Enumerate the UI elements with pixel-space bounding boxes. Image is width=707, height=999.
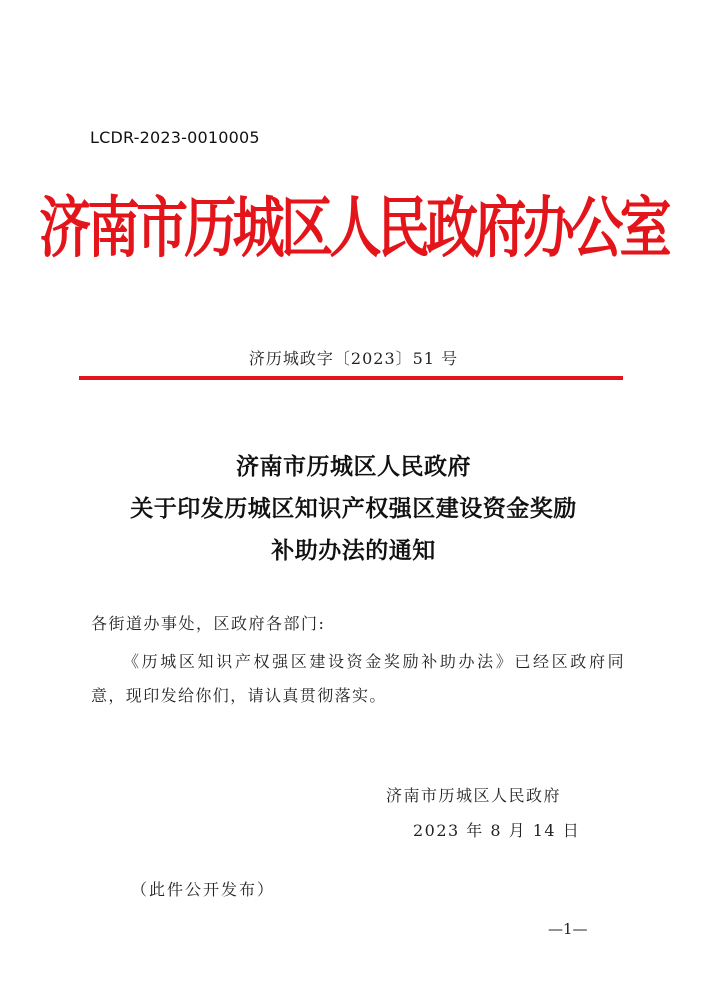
page-number: —1— <box>548 920 588 938</box>
salutation: 各街道办事处，区政府各部门: <box>91 614 326 633</box>
issue-date: 2023 年 8 月 14 日 <box>413 821 581 840</box>
document-code: LCDR-2023-0010005 <box>90 128 260 147</box>
title-line: 关于印发历城区知识产权强区建设资金奖励 <box>130 495 577 522</box>
body-paragraph: 《历城区知识产权强区建设资金奖励补助办法》已经区政府同意，现印发给你们，请认真贯彻落实。 <box>91 652 625 705</box>
title-line: 济南市历城区人民政府 <box>236 453 471 480</box>
red-divider-line <box>79 376 623 380</box>
document-title <box>0 446 707 572</box>
issuer-header: 济南市历城区人民政府办公室 <box>39 189 668 267</box>
signature-organization: 济南市历城区人民政府 <box>386 786 562 805</box>
title-line: 补助办法的通知 <box>271 537 436 564</box>
publish-note: （此件公开发布） <box>131 880 276 899</box>
document-number: 济历城政字〔2023〕51 号 <box>248 349 459 368</box>
